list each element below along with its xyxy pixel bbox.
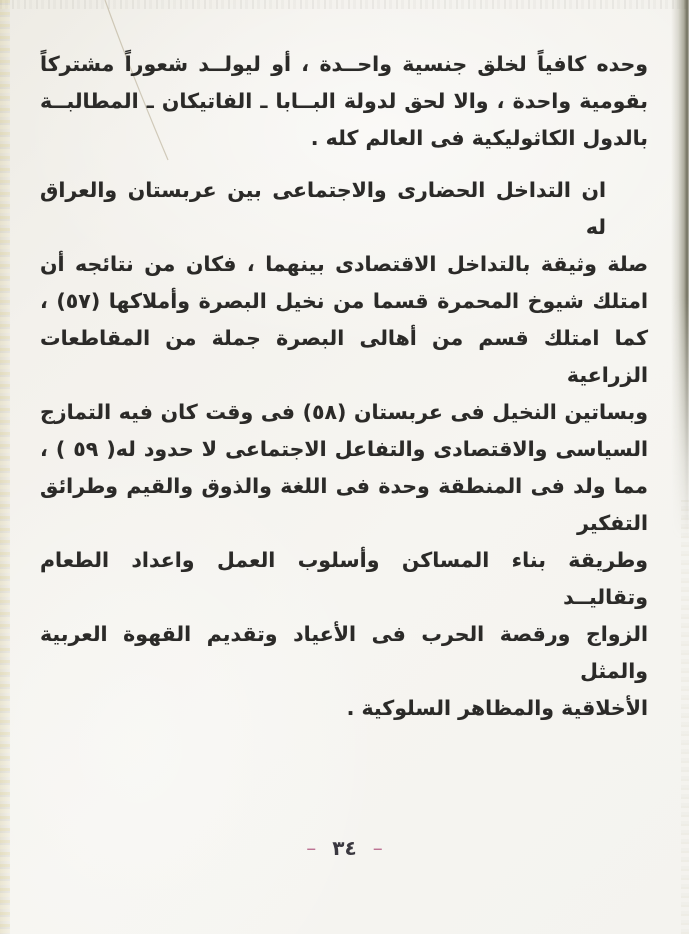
paragraph-1 (40, 46, 648, 157)
text-line: صلة وثيقة بالتداخل الاقتصادى بينهما ، فكان من نتائجه أن (40, 252, 648, 276)
page-number-value: ٣٤ (332, 836, 357, 860)
text-block (40, 46, 648, 742)
text-line: الزواج ورقصة الحرب فى الأعياد وتقديم القهوة العربية والمثل (40, 622, 648, 683)
book-spine-shadow (671, 0, 689, 540)
page-number-dash: – (372, 836, 383, 860)
scan-artifact-right-edge (681, 500, 689, 934)
text-line: كما امتلك قسم من أهالى البصرة جملة من المقاطعات الزراعية (40, 326, 648, 387)
text-line: ان التداخل الحضارى والاجتماعى بين عربستان والعراق له (40, 178, 606, 239)
scan-artifact-left-edge (0, 0, 10, 934)
scan-artifact-top-edge (0, 0, 689, 9)
text-line: امتلك شيوخ المحمرة قسما من نخيل البصرة وأملاكها (٥٧) ، (40, 289, 648, 313)
text-line: مما ولد فى المنطقة وحدة فى اللغة والذوق والقيم وطرائق التفكير (40, 474, 648, 535)
text-line: وحده كافياً لخلق جنسية واحــدة ، أو ليولــد شعوراً مشتركاً (40, 52, 648, 76)
text-line: بقومية واحدة ، والا لحق لدولة البــابا ـ الفاتيكان ـ المطالبــة (40, 89, 648, 113)
text-line: الأخلاقية والمظاهر السلوكية . (346, 696, 648, 720)
page-number-dash: – (306, 836, 317, 860)
text-line: وطريقة بناء المساكن وأسلوب العمل واعداد الطعام وتقاليــد (40, 548, 648, 609)
page-number (0, 836, 689, 860)
paragraph-2 (40, 172, 648, 727)
text-line: بالدول الكاثوليكية فى العالم كله . (310, 126, 648, 150)
text-line: وبساتين النخيل فى عربستان (٥٨) فى وقت كان فيه التمازج (40, 400, 648, 424)
text-line: السياسى والاقتصادى والتفاعل الاجتماعى لا حدود له( ٥٩ ) ، (40, 437, 649, 461)
